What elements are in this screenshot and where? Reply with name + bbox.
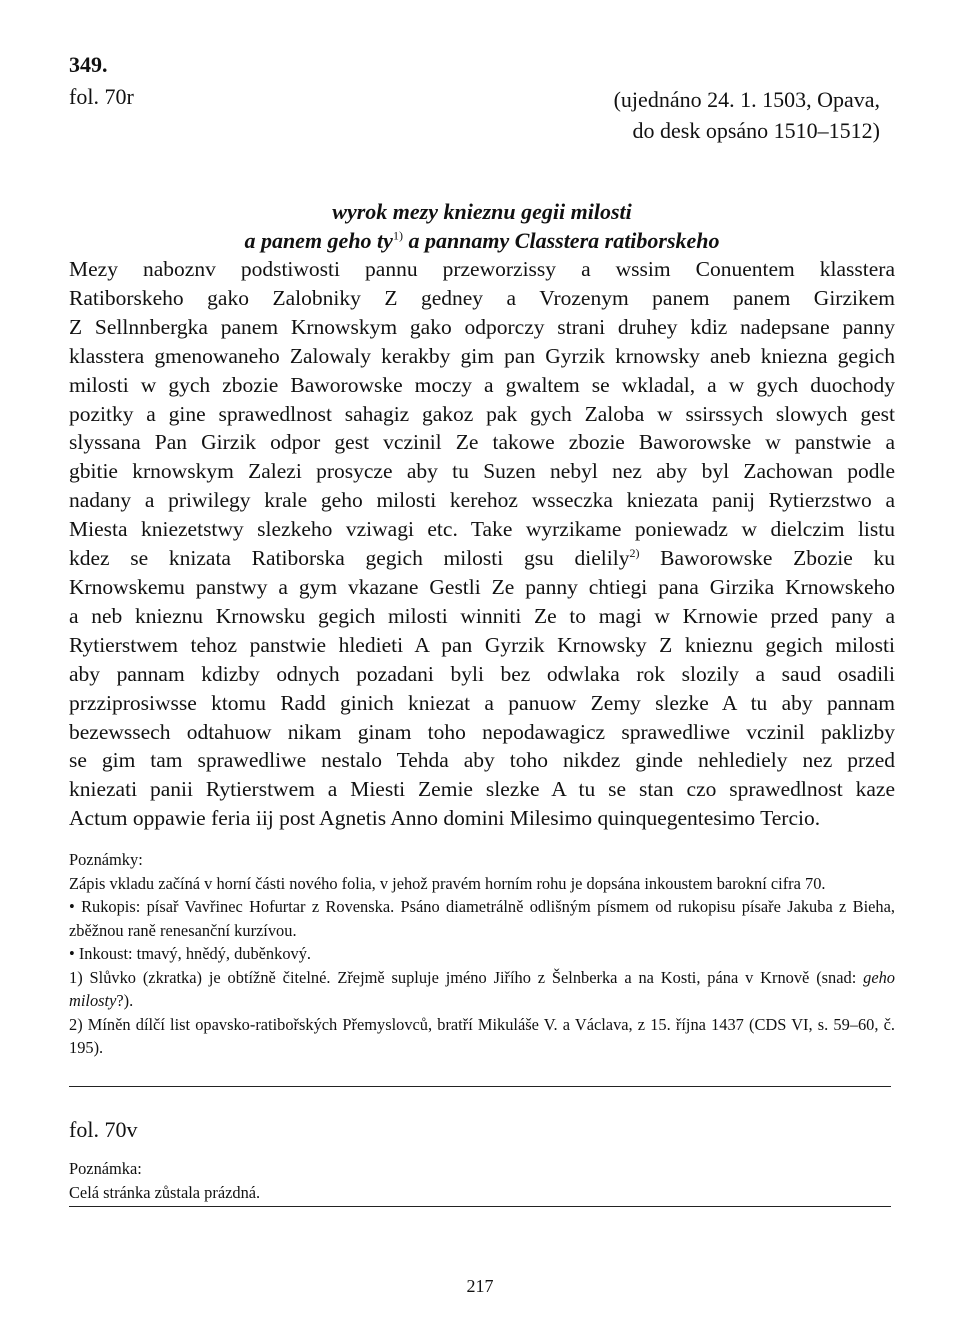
verso-folio-label: fol. 70v xyxy=(69,1117,138,1142)
footnote-2: 2) Míněn dílčí list opavsko-ratibořských Přemyslovců, bratří Mikuláše V. a Václava, z 15. října 1437 (CDS VI, s. 59–60, č. 195). xyxy=(69,1014,895,1057)
footnote-ref-2: 2) xyxy=(629,545,640,560)
footnote-1-start: 1) Slůvko (zkratka) je obtížně čitelné. Zřejmě supluje jméno Jiřího z Šelnberka a na Kosti, pána v Krnově (snad: xyxy=(69,967,864,987)
body-line: Actum oppawie feria iij post Agnetis Anno domini Milesimo quinquegentesimo Tercio. xyxy=(69,806,821,831)
verso-heading: Poznámka: xyxy=(69,1159,142,1178)
note-item: Zápis vkladu začíná v horní části nového folia, v jehož pravém horním rohu je dopsána inkoustem barokní cifra 70. xyxy=(69,873,826,893)
footnote-1 xyxy=(69,966,895,1013)
body-line: se gim tam sprawedliwe nestalo Tehda aby toho nikdez ginde nehlediely nez przed xyxy=(69,748,895,773)
footnote-ref-1: 1) xyxy=(392,228,403,243)
title-line-2 xyxy=(69,228,895,254)
body-line-end: Baworowske Zbozie ku xyxy=(639,546,895,571)
bottom-divider xyxy=(69,1206,891,1207)
document-body xyxy=(69,255,895,833)
body-line: gbitie krnowskym Zalezi prosycze aby tu Suzen nebyl nez aby byl Zachowan podle xyxy=(69,459,895,484)
section-divider xyxy=(69,1086,891,1087)
verso-text: Celá stránka zůstala prázdná. xyxy=(69,1182,261,1202)
footnote-1-italic: geho milosty xyxy=(69,967,895,1010)
body-line: aby pannam kdizby odnych pozadani byli bez odwlaka rok slozily a saud osadili xyxy=(69,661,895,686)
body-line-start: kdez se knizata Ratiborska gegich milosti gsu dielily xyxy=(69,546,630,571)
notes-heading: Poznámky: xyxy=(69,850,143,869)
title-line-2-start: a panem geho ty xyxy=(244,228,393,253)
title-line-1: wyrok mezy knieznu gegii milosti xyxy=(332,199,632,224)
body-line: milosti w gych zbozie Baworowske moczy a gwaltem se wkladal, a w gych duochody xyxy=(69,372,895,397)
body-line: Krnowskemu panstwy a gym vkazane Gestli Ze panny chtiegi pana Girzika Krnowskeho xyxy=(69,574,895,599)
title-line-2-end: a pannamy Classtera ratiborskeho xyxy=(402,228,720,253)
verso-notes xyxy=(69,1157,895,1204)
body-line: Miesta kniezetstwy slezkeho vziwagi etc. Take wyrzikame poniewadz w dielczim listu xyxy=(69,517,895,542)
body-line: Rytierstwem tehoz panstwie hledieti A pan Gyrzik Krnowsky Z knieznu gegich milosti xyxy=(69,632,895,657)
body-line: bezewssech odtahuow nikam ginam toho nepodawagicz sprawedliwe vczinil paklizby xyxy=(69,719,895,744)
body-line xyxy=(69,544,895,573)
page-number: 217 xyxy=(466,1276,494,1296)
body-line: Mezy naboznv podstiwosti pannu przeworzissy a wssim Conuentem klasstera xyxy=(69,257,895,281)
body-line: a neb knieznu Krnowsku gegich milosti winniti Ze to magi w Krnowie przed pany a xyxy=(69,603,895,628)
body-line: kniezati panii Rytierstwem a Miesti Zemie slezke A tu se stan czo sprawedlnost kaze xyxy=(69,777,895,802)
body-line: klasstera gmenowaneho Zalowaly kerakby gim pan Gyrzik krnowsky aneb kniezna gegich xyxy=(69,343,895,368)
body-line: pozitky a gine sprawedlnost sahagiz gakoz pak gych Zaloba w ssirssych slowych gest xyxy=(69,401,895,426)
body-line: nadany a priwilegy krale geho milosti kerehoz wsseczka kniezata panij Rytierzstwo a xyxy=(69,488,895,513)
entry-number: 349. xyxy=(69,52,108,77)
body-line: Z Sellnnbergka panem Krnowskym gako odporczy strani druhey kdiz nadepsane panny xyxy=(69,314,895,339)
note-item: • Inkoust: tmavý, hnědý, duběnkový. xyxy=(69,944,312,963)
date-note xyxy=(460,84,880,146)
notes-section xyxy=(69,848,895,1060)
date-line-2: do desk opsáno 1510–1512) xyxy=(632,118,880,143)
footnote-1-end: ?). xyxy=(116,991,134,1010)
body-line: slyssana Pan Girzik odpor gest vczinil Ze takowe zbozie Baworowske w panstwie a xyxy=(69,430,895,455)
folio-label: fol. 70r xyxy=(69,84,134,109)
body-line: przziprosiwsse ktomu Radd ginich kniezat a panuow Zemy slezke A tu aby pannam xyxy=(69,690,895,715)
date-line-1: (ujednáno 24. 1. 1503, Opava, xyxy=(613,87,880,112)
body-line: Ratiborskeho gako Zalobniky Z gedney a Vrozenym panem panem Girzikem xyxy=(69,285,895,310)
note-item: • Rukopis: písař Vavřinec Hofurtar z Rovenska. Psáno diametrálně odlišným písmem od rukopisu písaře Jakuba z Bieha, zběžnou raně renesanční kurzívou. xyxy=(69,897,895,940)
